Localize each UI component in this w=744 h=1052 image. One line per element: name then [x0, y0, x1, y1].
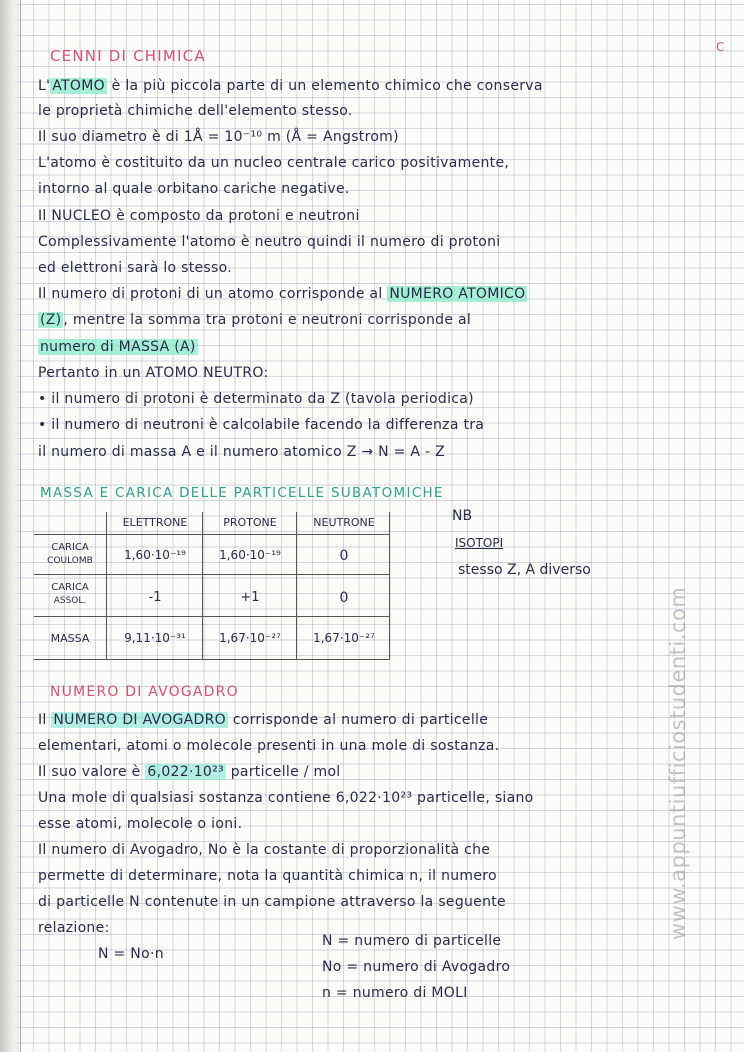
- text-fragment: , mentre la somma tra protoni e neutroni corrisponde al: [63, 312, 472, 328]
- table-cell: 1,67·10⁻²⁷: [219, 631, 281, 645]
- highlight-z: (Z): [40, 312, 62, 328]
- text-line: [38, 338, 198, 356]
- text-line: ed elettroni sarà lo stesso.: [38, 260, 232, 276]
- text-fragment: particelle / mol: [225, 764, 341, 780]
- isotopi-rule: stesso Z, A diverso: [458, 562, 591, 578]
- margin-line: [20, 0, 21, 1052]
- text-line: Il NUCLEO è composto da protoni e neutroni: [38, 208, 360, 224]
- table-cell: 0: [339, 548, 349, 564]
- table-header: PROTONE: [223, 516, 277, 529]
- table-grid-line: [34, 574, 390, 575]
- formula: N = No·n: [98, 946, 164, 962]
- text-line: di particelle N contenute in un campione attraverso la seguente: [38, 894, 506, 910]
- table-row-label: MASSA: [50, 632, 90, 645]
- table-grid-line: [34, 659, 390, 660]
- notebook-spine: [0, 0, 22, 1052]
- text-line: il numero di massa A e il numero atomico Z → N = A - Z: [38, 444, 446, 460]
- title-numero-di-avogadro: NUMERO DI AVOGADRO: [50, 684, 239, 700]
- table-row-label: CARICA: [51, 542, 89, 553]
- text-line: L'atomo è costituito da un nucleo centrale carico positivamente,: [38, 155, 510, 171]
- text-line: esse atomi, molecole o ioni.: [38, 816, 243, 832]
- table-grid-line: [34, 616, 390, 617]
- table-cell: 9,11·10⁻³¹: [124, 631, 186, 645]
- highlight-atomo: ATOMO: [52, 78, 105, 94]
- text-line: relazione:: [38, 920, 110, 936]
- table-header: NEUTRONE: [313, 516, 375, 529]
- highlight-avogadro-value: 6,022·10²³: [147, 764, 224, 780]
- text-line: Il suo diametro è di 1Å = 10⁻¹⁰ m (Å = Angstrom): [38, 129, 399, 145]
- highlight-numero-di-avogadro: NUMERO DI AVOGADRO: [53, 712, 226, 728]
- text-line: le proprietà chimiche dell'elemento stesso.: [38, 103, 353, 119]
- corner-mark: C: [716, 40, 725, 54]
- text-line: Pertanto in un ATOMO NEUTRO:: [38, 365, 269, 381]
- text-fragment: Il suo valore è: [38, 764, 146, 780]
- table-cell: 1,60·10⁻¹⁹: [219, 548, 281, 562]
- definition-line: N = numero di particelle: [322, 933, 502, 949]
- text-line: intorno al quale orbitano cariche negative.: [38, 181, 350, 197]
- nb-note: NB: [452, 508, 473, 524]
- table-header: ELETTRONE: [122, 516, 188, 529]
- text-line: [38, 763, 341, 781]
- text-line: elementari, atomi o molecole presenti in una mole di sostanza.: [38, 738, 500, 754]
- isotopi-label: ISOTOPI: [455, 536, 504, 550]
- text-fragment: L': [38, 78, 51, 94]
- text-fragment: è la più piccola parte di un elemento chimico che conserva: [106, 78, 543, 94]
- watermark: www.appuntiufficiostudenti.com: [666, 586, 690, 940]
- table-grid-line: [34, 534, 390, 535]
- table-cell: 1,67·10⁻²⁷: [313, 631, 375, 645]
- text-line: Il numero di Avogadro, No è la costante di proporzionalità che: [38, 842, 491, 858]
- table-cell: 1,60·10⁻¹⁹: [124, 548, 186, 562]
- subatomic-particles-table: [34, 512, 390, 660]
- text-line: permette di determinare, nota la quantità chimica n, il numero: [38, 868, 497, 884]
- text-line: [38, 77, 543, 95]
- highlight-numero-di-massa: numero di MASSA (A): [40, 339, 196, 355]
- text-line: [38, 311, 471, 329]
- text-line: • il numero di protoni è determinato da Z (tavola periodica): [38, 391, 474, 407]
- text-line: Una mole di qualsiasi sostanza contiene 6,022·10²³ particelle, siano: [38, 790, 534, 806]
- table-row-label: COULOMB: [47, 556, 93, 566]
- text-line: • il numero di neutroni è calcolabile facendo la differenza tra: [38, 417, 485, 433]
- text-fragment: corrisponde al numero di particelle: [227, 712, 489, 728]
- table-cell: +1: [240, 590, 260, 605]
- text-line: [38, 711, 488, 729]
- table-cell: 0: [339, 590, 349, 606]
- text-line: [38, 285, 527, 303]
- table-row-label: CARICA: [51, 582, 89, 593]
- table-cell: -1: [148, 590, 162, 605]
- text-line: Complessivamente l'atomo è neutro quindi il numero di protoni: [38, 234, 501, 250]
- title-massa-e-carica: MASSA E CARICA DELLE PARTICELLE SUBATOMICHE: [40, 485, 444, 501]
- table-row-label: ASSOL.: [53, 596, 87, 606]
- text-fragment: Il numero di protoni di un atomo corrisponde al: [38, 286, 388, 302]
- title-cenni-di-chimica: CENNI DI CHIMICA: [50, 47, 206, 65]
- text-fragment: Il: [38, 712, 52, 728]
- highlight-numero-atomico: NUMERO ATOMICO: [389, 286, 526, 302]
- definition-line: n = numero di MOLI: [322, 985, 468, 1001]
- definition-line: No = numero di Avogadro: [322, 959, 511, 975]
